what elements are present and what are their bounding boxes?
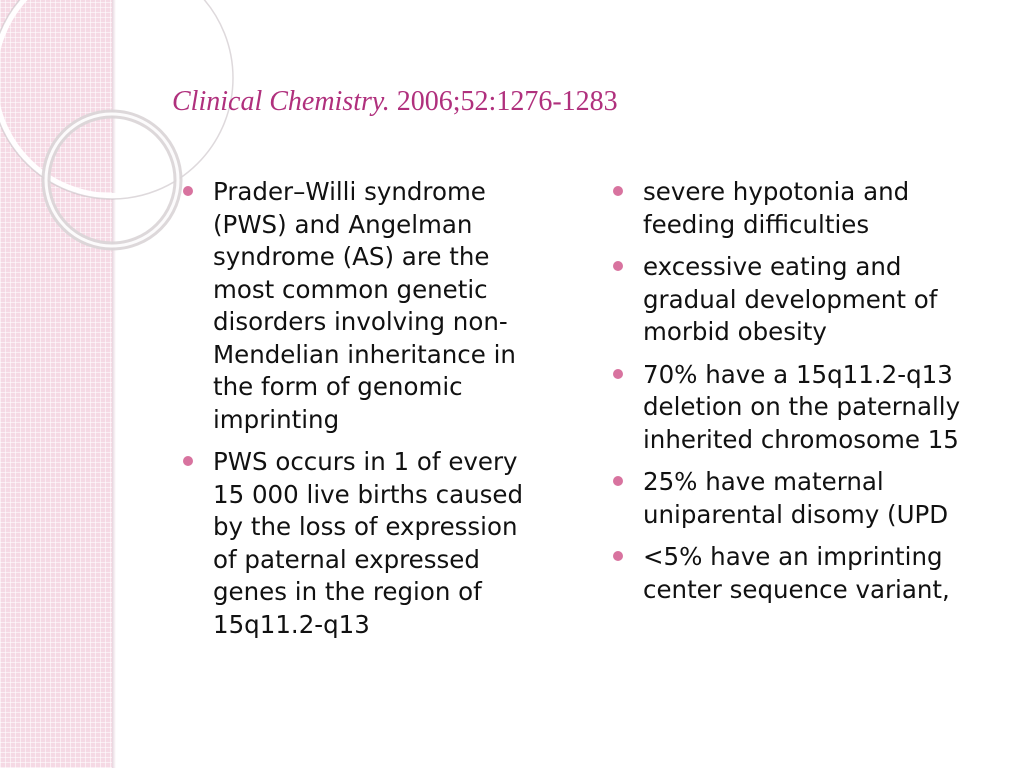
bullet-dot-icon: [613, 551, 623, 561]
bullet-item: [610, 541, 995, 606]
bullet-text: PWS occurs in 1 of every 15 000 live births caused by the loss of expression of paternal expressed genes in the region of 15q11.2-q13: [213, 447, 524, 639]
bullet-item: [610, 176, 995, 241]
bullet-dot-icon: [613, 261, 623, 271]
bullet-text: excessive eating and gradual development of morbid obesity: [643, 252, 938, 346]
slide-title: [172, 86, 618, 118]
bullet-dot-icon: [613, 186, 623, 196]
bullet-text: <5% have an imprinting center sequence variant,: [643, 542, 950, 604]
bullet-dot-icon: [613, 476, 623, 486]
bullet-text: 70% have a 15q11.2-q13 deletion on the paternally inherited chromosome 15: [643, 359, 961, 454]
bullet-dot-icon: [183, 456, 193, 466]
journal-name: Clinical Chemistry.: [172, 86, 390, 117]
right-bullet-list: [610, 176, 995, 616]
bullet-item: [610, 251, 995, 349]
bullet-item: [180, 176, 530, 436]
bullet-item: [610, 466, 995, 531]
bullet-text: 25% have maternal uniparental disomy (UPD: [643, 467, 949, 529]
bullet-text: severe hypotonia and feeding difficulties: [643, 177, 910, 239]
decorative-ring-small-highlight: [46, 114, 178, 246]
left-bullet-list: [180, 176, 530, 651]
bullet-dot-icon: [183, 186, 193, 196]
bullet-item: [610, 359, 995, 457]
bullet-item: [180, 446, 530, 641]
bullet-dot-icon: [613, 369, 623, 379]
citation-details: 2006;52:1276-1283: [389, 86, 618, 117]
bullet-text: Prader–Willi syndrome (PWS) and Angelman syndrome (AS) are the most common genetic disorders involving non-Mendelian inheritance in the form of genomic imprinting: [213, 177, 516, 434]
